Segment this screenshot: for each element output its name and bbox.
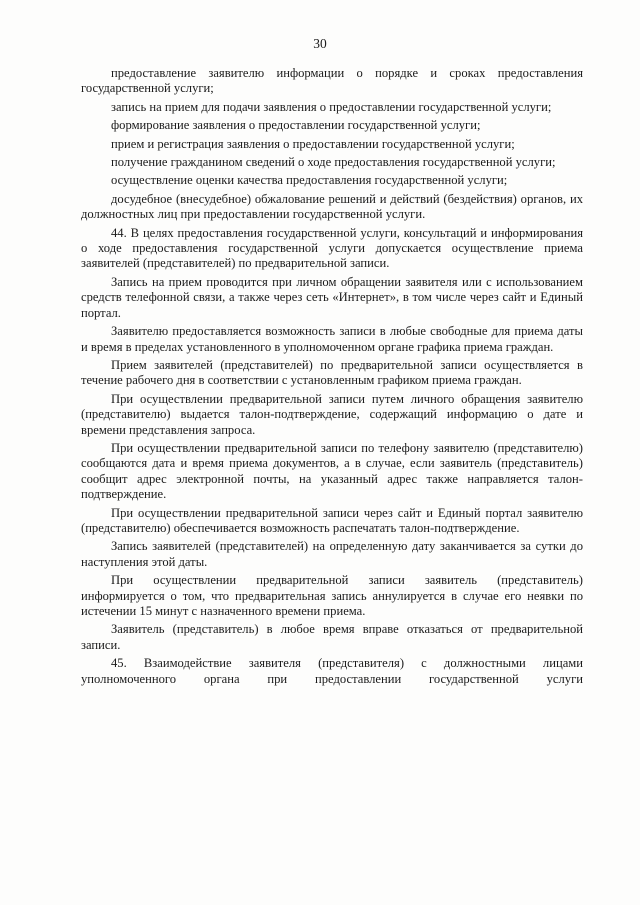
paragraph: Заявитель (представитель) в любое время вправе отказаться от предварительной записи. <box>81 622 583 652</box>
paragraph: досудебное (внесудебное) обжалование решений и действий (бездействия) органов, их должностных лиц при предоставлении государственной услуги. <box>81 191 583 222</box>
paragraph: При осуществлении предварительной записи заявитель (представитель) информируется о том, что предварительная запись аннулируется в случае его неявки по истечении 15 минут с назначенного времени приема. <box>81 573 583 618</box>
paragraph: 44. В целях предоставления государственной услуги, консультаций и информирования о ходе предоставления государственной услуги допускается осуществление приема заявителей (представителей) по предварительной записи. <box>81 225 583 271</box>
paragraph: формирование заявления о предоставлении государственной услуги; <box>111 118 481 133</box>
paragraph: При осуществлении предварительной записи путем личного обращения заявителю (представителю) выдается талон-подтверждение, содержащий информацию о дате и времени представления запроса. <box>81 391 583 437</box>
paragraph: Прием заявителей (представителей) по предварительной записи осуществляется в течение рабочего дня в соответствии с установленным графиком приема граждан. <box>81 357 583 388</box>
document-body <box>81 66 583 690</box>
page-number: 30 <box>313 36 327 51</box>
paragraph: получение гражданином сведений о ходе предоставления государственной услуги; <box>111 155 556 170</box>
paragraph: Запись заявителей (представителей) на определенную дату заканчивается за сутки до наступления этой даты. <box>81 539 583 569</box>
paragraph: запись на прием для подачи заявления о предоставлении государственной услуги; <box>111 99 552 114</box>
paragraph: Заявителю предоставляется возможность записи в любые свободные для приема даты и время в пределах установленного в уполномоченном органе графика приема граждан. <box>81 324 583 354</box>
paragraph: 45. Взаимодействие заявителя (представителя) с должностными лицами уполномоченного органа при предоставлении государственной услуги <box>81 656 583 686</box>
paragraph: При осуществлении предварительной записи через сайт и Единый портал заявителю (представителю) обеспечивается возможность распечатать талон-подтверждение. <box>81 505 583 535</box>
paragraph: прием и регистрация заявления о предоставлении государственной услуги; <box>111 136 515 151</box>
paragraph: При осуществлении предварительной записи по телефону заявителю (представителю) сообщаются дата и время приема документов, а в случае, если заявитель (представитель) сообщит адрес электронной почты, на указанный адрес также направляется талон-подтверждение. <box>81 440 583 502</box>
paragraph: предоставление заявителю информации о порядке и сроках предоставления государственной услуги; <box>81 66 583 96</box>
paragraph: Запись на прием проводится при личном обращении заявителя или с использованием средств телефонной связи, а также через сеть «Интернет», в том числе через сайт и Единый портал. <box>81 274 583 320</box>
paragraph: осуществление оценки качества предоставления государственной услуги; <box>111 173 508 188</box>
